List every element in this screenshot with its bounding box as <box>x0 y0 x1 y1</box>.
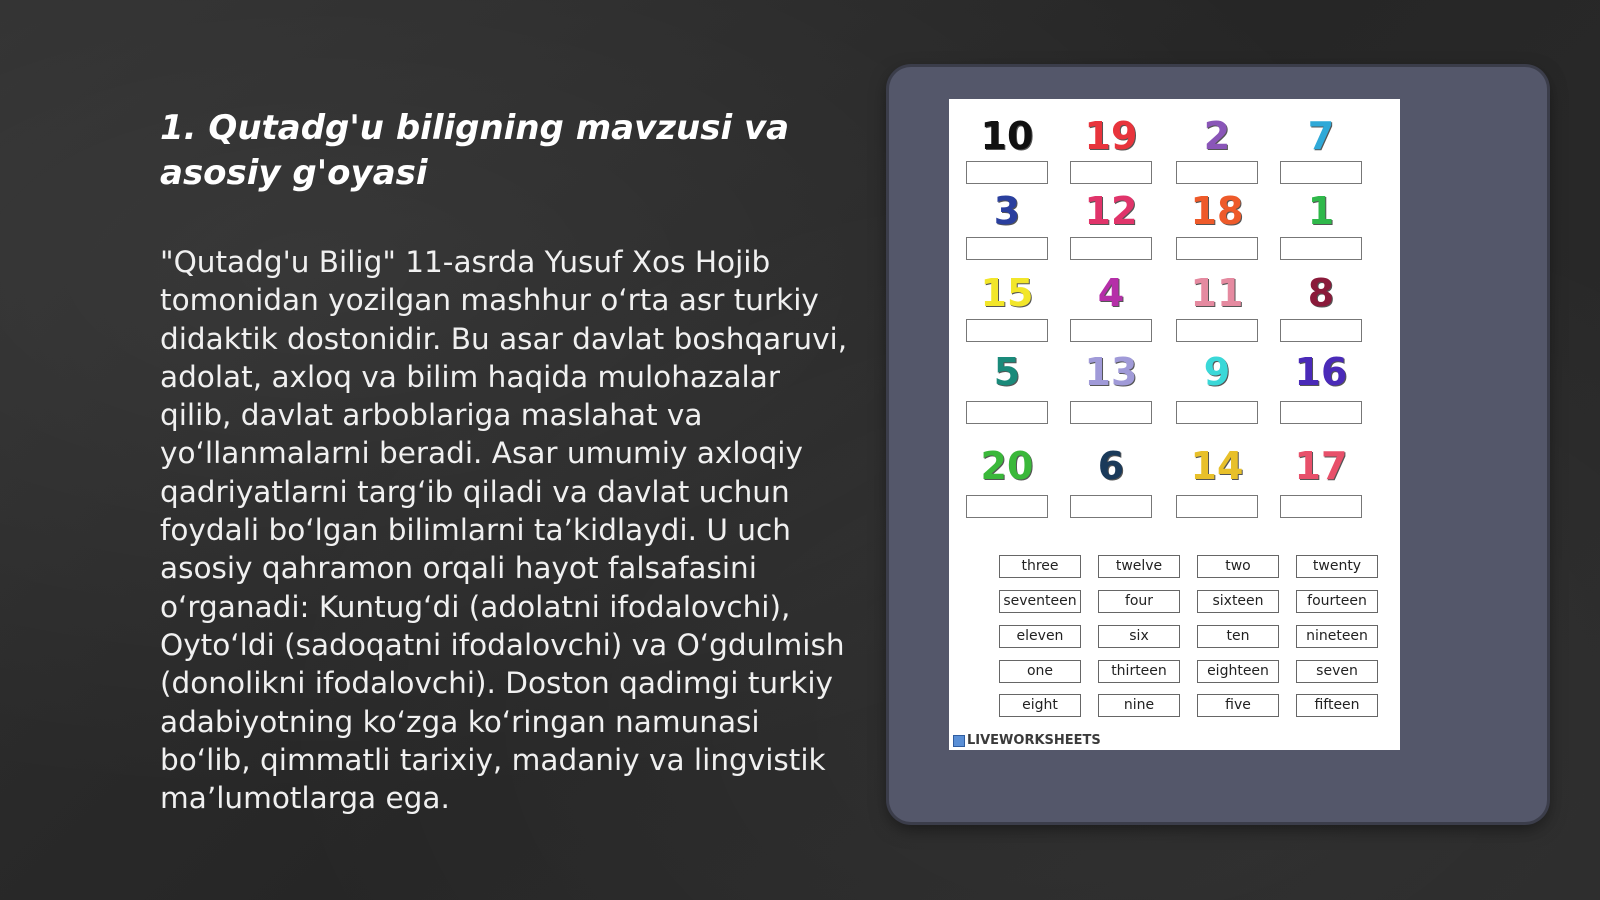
worksheet-number: 7 <box>1307 114 1335 158</box>
answer-box[interactable] <box>966 495 1048 518</box>
worksheet-number: 9 <box>1203 350 1231 394</box>
worksheet-number: 14 <box>1190 444 1244 488</box>
worksheet-number: 11 <box>1190 271 1244 315</box>
word-card[interactable]: ten <box>1197 625 1279 648</box>
worksheet-number: 3 <box>993 189 1021 233</box>
word-card[interactable]: four <box>1098 590 1180 613</box>
worksheet-number: 2 <box>1203 114 1231 158</box>
worksheet-number: 19 <box>1084 114 1138 158</box>
worksheet-number: 6 <box>1097 444 1125 488</box>
slide-body-text: "Qutadg'u Bilig" 11-asrda Yusuf Xos Hojib tomonidan yozilgan mashhur o‘rta asr turkiy didaktik dostonidir. Bu asar davlat boshqaruvi, adolat, axloq va bilim haqida mulohazalar qilib, davlat arboblariga maslahat va yo‘llanmalarni beradi. Asar umumiy axloqiy qadriyatlarni targ‘ib qiladi va davlat uchun foydali bo‘lgan bilimlarni ta’kidlaydi. U uch asosiy qahramon orqali hayot falsafasini o‘rganadi: Kuntug‘di (adolatni ifodalovchi), Oyto‘ldi (sadoqatni ifodalovchi) va O‘gdulmish (donolikni ifodalovchi). Doston qadimgi turkiy adabiyotning ko‘zga ko‘ringan namunasi bo‘lib, qimmatli tarixiy, madaniy va lingvistik ma’lumotlarga ega. <box>160 245 848 816</box>
answer-box[interactable] <box>1070 401 1152 424</box>
slide-title: 1. Qutadg'u biligning mavzusi va asosiy g'oyasi <box>160 108 790 193</box>
word-card[interactable]: nine <box>1098 694 1180 717</box>
word-card[interactable]: eighteen <box>1197 660 1279 683</box>
answer-box[interactable] <box>966 237 1048 260</box>
word-card[interactable]: fourteen <box>1296 590 1378 613</box>
word-card[interactable]: six <box>1098 625 1180 648</box>
answer-box[interactable] <box>966 161 1048 184</box>
answer-box[interactable] <box>966 319 1048 342</box>
answer-box[interactable] <box>1176 161 1258 184</box>
answer-box[interactable] <box>966 401 1048 424</box>
worksheet-number: 1 <box>1307 189 1335 233</box>
logo-icon <box>953 735 965 747</box>
word-card[interactable]: seventeen <box>999 590 1081 613</box>
word-card[interactable]: twelve <box>1098 555 1180 578</box>
word-card[interactable]: two <box>1197 555 1279 578</box>
worksheet-image <box>949 99 1400 750</box>
worksheet-number: 8 <box>1307 271 1335 315</box>
worksheet-number: 20 <box>980 444 1034 488</box>
worksheet-number: 5 <box>993 350 1021 394</box>
answer-box[interactable] <box>1280 237 1362 260</box>
answer-box[interactable] <box>1280 319 1362 342</box>
answer-box[interactable] <box>1176 495 1258 518</box>
word-card[interactable]: one <box>999 660 1081 683</box>
answer-box[interactable] <box>1280 401 1362 424</box>
answer-box[interactable] <box>1070 237 1152 260</box>
answer-box[interactable] <box>1070 161 1152 184</box>
liveworksheets-logo <box>953 733 1101 748</box>
word-card[interactable]: eleven <box>999 625 1081 648</box>
answer-box[interactable] <box>1176 401 1258 424</box>
answer-box[interactable] <box>1280 161 1362 184</box>
worksheet-number: 17 <box>1294 444 1348 488</box>
worksheet-number: 12 <box>1084 189 1138 233</box>
answer-box[interactable] <box>1280 495 1362 518</box>
worksheet-number: 16 <box>1294 350 1348 394</box>
word-card[interactable]: nineteen <box>1296 625 1378 648</box>
answer-box[interactable] <box>1176 319 1258 342</box>
worksheet-number: 13 <box>1084 350 1138 394</box>
worksheet-number: 10 <box>980 114 1034 158</box>
worksheet-number: 4 <box>1097 271 1125 315</box>
logo-text: LIVEWORKSHEETS <box>967 733 1101 748</box>
worksheet-number: 15 <box>980 271 1034 315</box>
answer-box[interactable] <box>1070 319 1152 342</box>
word-card[interactable]: three <box>999 555 1081 578</box>
word-card[interactable]: fifteen <box>1296 694 1378 717</box>
word-card[interactable]: five <box>1197 694 1279 717</box>
word-card[interactable]: eight <box>999 694 1081 717</box>
word-card[interactable]: twenty <box>1296 555 1378 578</box>
answer-box[interactable] <box>1070 495 1152 518</box>
word-card[interactable]: thirteen <box>1098 660 1180 683</box>
word-card[interactable]: seven <box>1296 660 1378 683</box>
worksheet-number: 18 <box>1190 189 1244 233</box>
answer-box[interactable] <box>1176 237 1258 260</box>
word-card[interactable]: sixteen <box>1197 590 1279 613</box>
